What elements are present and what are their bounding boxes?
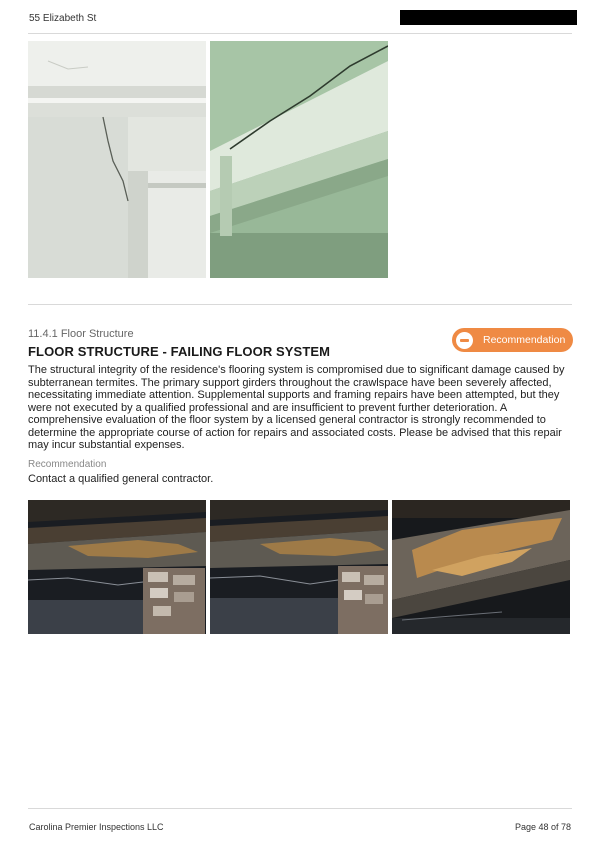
section-description: The structural integrity of the residence's flooring system is compromised due to significant damage caused by subterranean termites. The primary support girders throughout the crawlspace have been severely affected, necessitating immediate attention. Supplemental supports and framing repairs have been attempted, but they were not executed by a qualified professional and are insufficient to prevent further deterioration. A comprehensive evaluation of the floor system by a licensed general contractor is strongly recommended to determine the appropriate course of action for repairs and associated costs. Please be advised that this repair may incur substantial expenses.	[28, 364, 565, 451]
footer-divider	[28, 808, 572, 809]
minus-circle-icon	[456, 332, 473, 349]
badge-label: Recommendation	[483, 334, 566, 346]
footer-company: Carolina Premier Inspections LLC	[29, 822, 164, 832]
recommendation-label: Recommendation	[28, 459, 107, 470]
section-title: FLOOR STRUCTURE - FAILING FLOOR SYSTEM	[28, 344, 331, 359]
photo-termite-damage[interactable]	[392, 500, 570, 634]
footer-page-number: Page 48 of 78	[514, 822, 571, 832]
photo-crawlspace-1[interactable]	[28, 500, 206, 634]
redaction-bar	[400, 10, 577, 25]
section-number: 11.4.1 Floor Structure	[28, 328, 134, 340]
photo-crawlspace-2[interactable]	[210, 500, 388, 634]
recommendation-text: Contact a qualified general contractor.	[28, 473, 214, 485]
header-address: 55 Elizabeth St	[29, 13, 97, 24]
photo-wall-crack-1[interactable]	[28, 41, 206, 278]
section-divider	[28, 304, 572, 305]
photo-wall-crack-2[interactable]	[210, 41, 388, 278]
recommendation-badge[interactable]	[452, 328, 573, 352]
header-divider	[28, 33, 572, 34]
